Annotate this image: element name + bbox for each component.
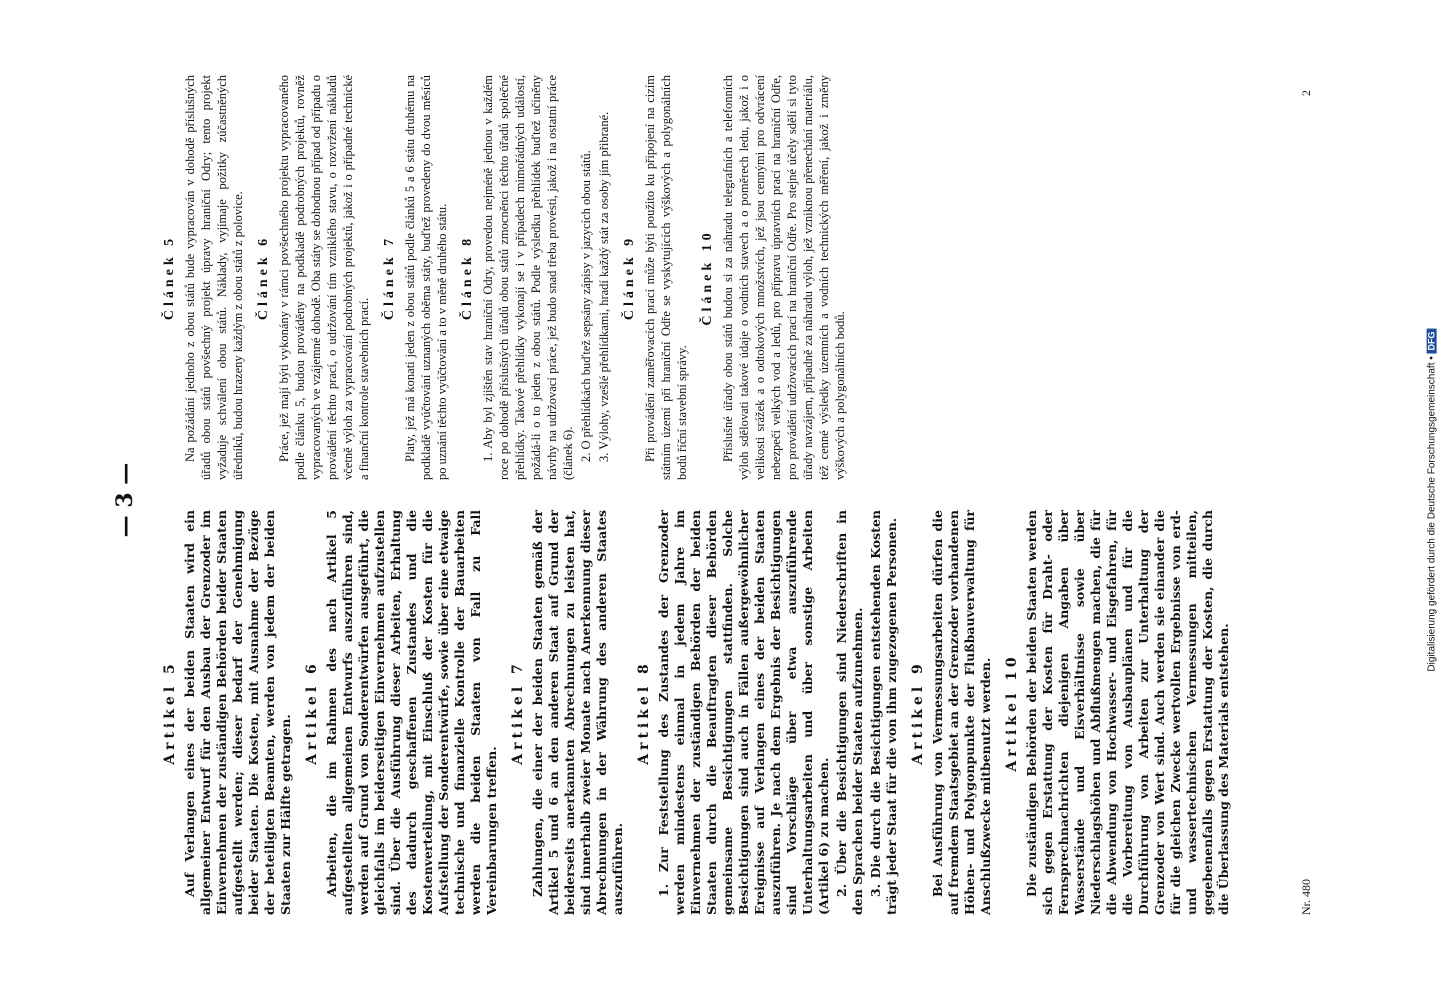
czech-article bbox=[700, 75, 848, 480]
article-paragraph: Arbeiten, die im Rahmen des nach Artikel 5 aufgestellten allgemeinen Entwurfs auszuführen sind, werden auf Grund von Sonderentwürfen ausgeführt, die gleichfalls im beiderseitigen Einvernehmen aufzustellen sind. Über die Ausführung dieser Arbeiten, Erhaltung des dadurch geschaffenen Zustandes und die Kostenverteilung, mit Einschluß der Kosten für die Aufstellung der Sonderentwürfe, sowie über eine etwaige technische und finanzielle Kontrolle der Bauarbeiten werden die beiden Staaten von Fall zu Fall Vereinbarungen treffen. bbox=[324, 510, 499, 915]
article-heading: Článek 8 bbox=[460, 234, 475, 321]
article-heading: Článek 6 bbox=[256, 234, 271, 321]
german-article bbox=[910, 510, 994, 915]
czech-article bbox=[382, 75, 450, 480]
czech-article bbox=[622, 75, 690, 480]
article-paragraph: Zahlungen, die einer der beiden Staaten gemäß der Artikel 5 und 6 an den anderen Staat auf Grund der beiderseits anerkannten Abrechnungen zu leisten hat, sind innerhalb zweier Monate nach Anerkennung dieser Abrechnungen in der Währung des anderen Staates auszuführen. bbox=[530, 510, 625, 915]
document-page bbox=[92, 50, 1342, 950]
article-paragraph: 3. Výlohy, vzešlé přehlídkami, hradí každý stát za osoby jím přibrané. bbox=[597, 111, 611, 462]
article-heading: Artikel 5 bbox=[162, 660, 178, 765]
article-heading: Článek 7 bbox=[382, 234, 397, 321]
article-heading: Artikel 9 bbox=[910, 660, 926, 765]
article-heading: Článek 9 bbox=[622, 234, 637, 321]
czech-article bbox=[256, 75, 372, 480]
czech-article bbox=[460, 75, 612, 480]
page-index: 2 bbox=[1299, 90, 1313, 96]
article-paragraph: Platy, jež má konati jeden z obou států podle článků 5 a 6 státu druhému na podkladě vyúčtování uznaných oběma státy, buďtež provedeny do dvou měsíců po uznání těchto vyúčtování a to v měně druhého státu. bbox=[403, 75, 449, 480]
article-paragraph: Auf Verlangen eines der beiden Staaten wird ein allgemeiner Entwurf für den Ausbau der Grenzoder im Einvernehmen der zuständigen Behörden beider Staaten aufgestellt werden; dieser bedarf der Genehmigung beider Staaten. Die Kosten, mit Ausnahme der Bezüge der beteiligten Beamten, werden von jedem der beiden Staaten zur Hälfte getragen. bbox=[182, 510, 293, 915]
german-article bbox=[304, 510, 500, 915]
article-paragraph: Při provádění zaměřovacích prací může býti použito ku připojení na cizím státním území při hraniční Odře se vyskytujících výškových a polygonálních bodů říční stavební správy. bbox=[643, 75, 689, 480]
article-paragraph: 2. O přehlídkách buďtež sepsány zápisy v jazycích obou států. bbox=[579, 150, 593, 462]
article-paragraph: Die zuständigen Behörden der beiden Staaten werden sich gegen Erstattung der Kosten für Draht- oder Fernsprechnachrichten diejenigen Angaben über Wasserstände und Eisverhältnisse sowie über Niederschlagshöhen und Abflußmengen machen, die für die Abwendung von Hochwasser- und Eisgefahren, für die Vorbereitung von Ausbauplänen und für die Durchführung von Arbeiten zur Unterhaltung der Grenzoder von Wert sind. Auch werden sie einander die für die gleichen Zwecke wertvollen Ergebnisse von erd- und wassertechnischen Vermessungen mitteilen, gegebenenfalls gegen Erstattung der Kosten, die durch die Überlassung des Materials entstehen. bbox=[1024, 510, 1231, 915]
german-article bbox=[1004, 510, 1232, 915]
article-heading: Artikel 7 bbox=[510, 660, 526, 765]
german-article bbox=[636, 510, 900, 915]
article-paragraph: 3. Die durch die Besichtigungen entstehenden Kosten trägt jeder Staat für die von ihm zugezogenen Personen. bbox=[868, 510, 899, 915]
article-heading: Artikel 6 bbox=[304, 660, 320, 765]
article-paragraph: 1. Zur Feststellung des Zustandes der Grenzoder werden mindestens einmal in jedem Jahre im Einvernehmen der zuständigen Behörden der beiden Staaten durch die Beauftragten dieser Behörden gemeinsame Besichtigungen stattfinden. Solche Besichtigungen sind auch in Fällen außergewöhnlicher Ereignisse auf Verlangen eines der beiden Staaten auszuführen. Je nach dem Ergebnis der Besichtigungen sind Vorschläge über etwa auszuführende Unterhaltungsarbeiten und über sonstige Arbeiten (Artikel 6) zu machen. bbox=[656, 510, 831, 915]
article-paragraph: 2. Über die Besichtigungen sind Niederschriften in den Sprachen beider Staaten aufzunehmen. bbox=[834, 510, 865, 915]
czech-article bbox=[162, 75, 246, 480]
article-paragraph: Bei Ausführung von Vermessungsarbeiten dürfen die auf fremdem Staatsgebiet an der Grenzoder vorhandenen Höhen- und Polygonpunkte der Flußbauverwaltung für Anschlußzwecke mitbenutzt werden. bbox=[930, 510, 993, 915]
article-paragraph: Příslušné úřady obou států budou si za náhradu telegrafních a telefonních výloh sdělovati takové údaje o vodních stavech a o poměrech ledu, jakož i o velikosti srážek a o odtokových množstvích, jež jsou cennými pro odvrácení nebezpečí velkých vod a ledů, pro přípravu úpravních prací na hraniční Odře, pro provádění udržovacích prací na hraniční Odře. Pro stejné účely sdělí si tyto úřady navzájem, případně za náhradu výloh, jež vzniknou přenechání materiálu, též cenné výsledky územních a vodních technických měření, jakož i změny výškových a polygonálních bodů. bbox=[721, 75, 847, 480]
credit-text: Digitalisierung gefördert durch die Deutsche Forschungsgemeinschaft • bbox=[1426, 356, 1438, 672]
german-article bbox=[510, 510, 626, 915]
dfg-logo: DFG bbox=[1427, 328, 1437, 353]
page-number: — 3 — bbox=[112, 462, 138, 538]
article-heading: Artikel 8 bbox=[636, 660, 652, 765]
article-paragraph: Na požádání jednoho z obou států bude vypracován v dohodě příslušných úřadů obou států povšechný projekt úpravy hraniční Odry; tento projekt vyžaduje schválení obou států. Náklady, vyjímaje požitky zúčastněných úředníků, budou hrazeny každým z obou států z polovice. bbox=[183, 75, 245, 480]
article-paragraph: Práce, jež mají býti vykonány v rámci povšechného projektu vypracovaného podle článku 5, budou prováděny na podkladě podrobných projektů, rovněž vypracovaných ve vzájemné dohodě. Oba státy se dohodnou případ od případu o provádění těchto prací, o udržování tím vzniklého stavu, o rozvržení nákladů včetně výloh za vypracování podrobných projektů, jakož i o případné technické a finanční kontrole stavebních prací. bbox=[277, 75, 371, 480]
german-article bbox=[162, 510, 294, 915]
article-heading: Článek 5 bbox=[162, 234, 177, 321]
article-paragraph: 1. Aby byl zjištěn stav hraniční Odry, provedou nejméně jednou v každém roce po dohodě příslušných úřadů obou států zmocněnci těchto úřadů společné přehlídky. Takové přehlídky vykonají se i v případech mimořádných událostí, požádá-li o to jeden z obou států. Podle výsledku přehlídek buďtež učiněny návrhy na udržovací práce, jež budo snad třeba provésti, jakož i na ostatní práce (článek 6). bbox=[481, 75, 575, 480]
german-column bbox=[162, 510, 1242, 915]
document-number: Nr. 480 bbox=[1299, 879, 1313, 915]
digitization-credit bbox=[1427, 328, 1438, 671]
article-heading: Artikel 10 bbox=[1004, 653, 1020, 772]
czech-column bbox=[162, 75, 858, 480]
article-heading: Článek 10 bbox=[700, 229, 715, 326]
